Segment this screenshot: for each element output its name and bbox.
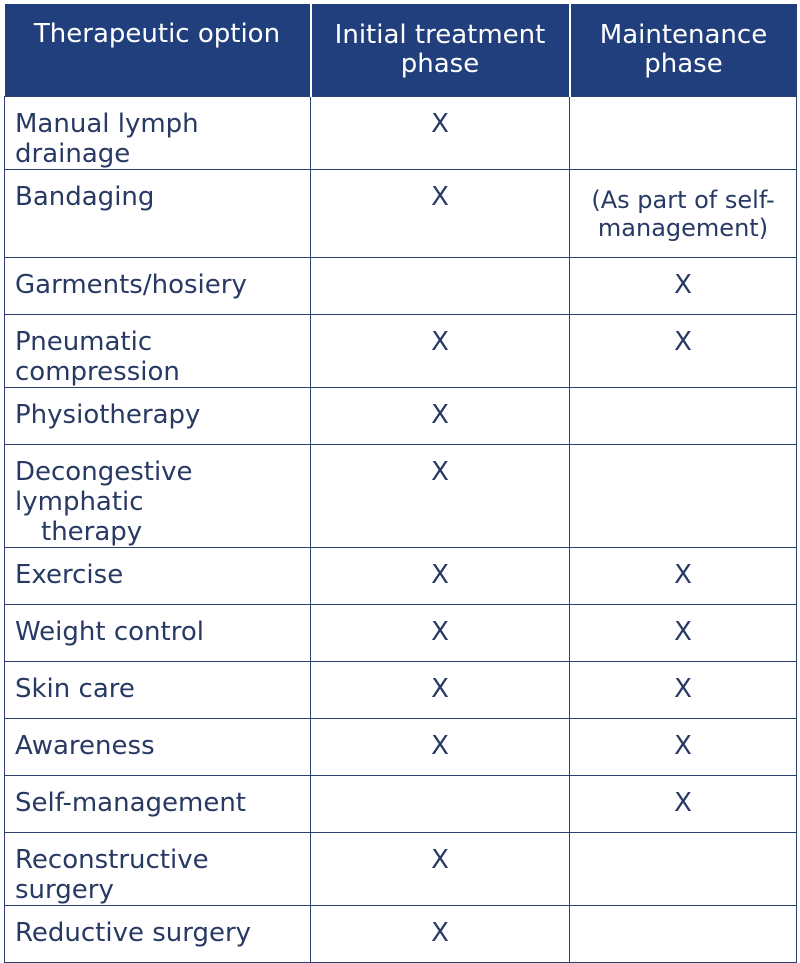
option-cell: Awareness <box>5 718 311 775</box>
initial-cell: X <box>311 905 570 962</box>
header-maintenance-phase <box>570 4 797 96</box>
option-cell: Weight control <box>5 604 311 661</box>
maintenance-cell: X <box>570 718 797 775</box>
header-initial-treatment-phase <box>311 4 570 96</box>
option-cell: Reductive surgery <box>5 905 311 962</box>
maintenance-cell <box>570 387 797 444</box>
maintenance-cell: X <box>570 257 797 314</box>
initial-cell: X <box>311 832 570 905</box>
initial-cell: X <box>311 718 570 775</box>
header-initial-line1: Initial treatment <box>334 19 546 50</box>
option-cell: Skin care <box>5 661 311 718</box>
header-therapeutic-option-label: Therapeutic option <box>33 19 281 49</box>
table-row <box>5 832 797 905</box>
table-row <box>5 661 797 718</box>
table-row <box>5 905 797 962</box>
initial-cell: X <box>311 314 570 387</box>
initial-cell: X <box>311 444 570 547</box>
initial-cell: X <box>311 547 570 604</box>
maintenance-note-line2: management) <box>597 213 769 242</box>
table-row <box>5 387 797 444</box>
option-cell: Manual lymph drainage <box>5 96 311 169</box>
maintenance-cell <box>570 96 797 169</box>
table-header-row <box>5 4 797 96</box>
maintenance-cell <box>570 169 797 257</box>
option-cell: Exercise <box>5 547 311 604</box>
option-cell <box>5 444 311 547</box>
initial-cell: X <box>311 661 570 718</box>
table-row <box>5 96 797 169</box>
maintenance-cell: X <box>570 661 797 718</box>
initial-cell: X <box>311 387 570 444</box>
option-line1: Decongestive lymphatic <box>15 456 193 517</box>
initial-cell: X <box>311 604 570 661</box>
maintenance-cell: X <box>570 547 797 604</box>
table-row <box>5 718 797 775</box>
table-row <box>5 444 797 547</box>
table-row <box>5 257 797 314</box>
option-cell: Reconstructive surgery <box>5 832 311 905</box>
maintenance-cell <box>570 905 797 962</box>
initial-cell: X <box>311 169 570 257</box>
maintenance-cell <box>570 832 797 905</box>
maintenance-cell: X <box>570 604 797 661</box>
initial-cell <box>311 775 570 832</box>
option-cell: Physiotherapy <box>5 387 311 444</box>
table-row <box>5 169 797 257</box>
option-cell: Self-management <box>5 775 311 832</box>
option-cell: Bandaging <box>5 169 311 257</box>
maintenance-note-line1: (As part of self- <box>591 185 775 214</box>
initial-cell <box>311 257 570 314</box>
therapy-table-container <box>4 4 796 948</box>
table-row <box>5 604 797 661</box>
maintenance-cell: X <box>570 775 797 832</box>
initial-cell: X <box>311 96 570 169</box>
therapy-table <box>4 4 797 963</box>
option-line2: therapy <box>41 516 143 547</box>
header-initial-line2: phase <box>400 48 480 79</box>
header-therapeutic-option <box>5 4 311 96</box>
header-maintenance-line1: Maintenance <box>599 19 768 50</box>
option-cell: Garments/hosiery <box>5 257 311 314</box>
table-row <box>5 547 797 604</box>
maintenance-cell <box>570 444 797 547</box>
table-row <box>5 314 797 387</box>
table-row <box>5 775 797 832</box>
maintenance-cell: X <box>570 314 797 387</box>
option-cell: Pneumatic compression <box>5 314 311 387</box>
header-maintenance-line2: phase <box>644 48 723 79</box>
